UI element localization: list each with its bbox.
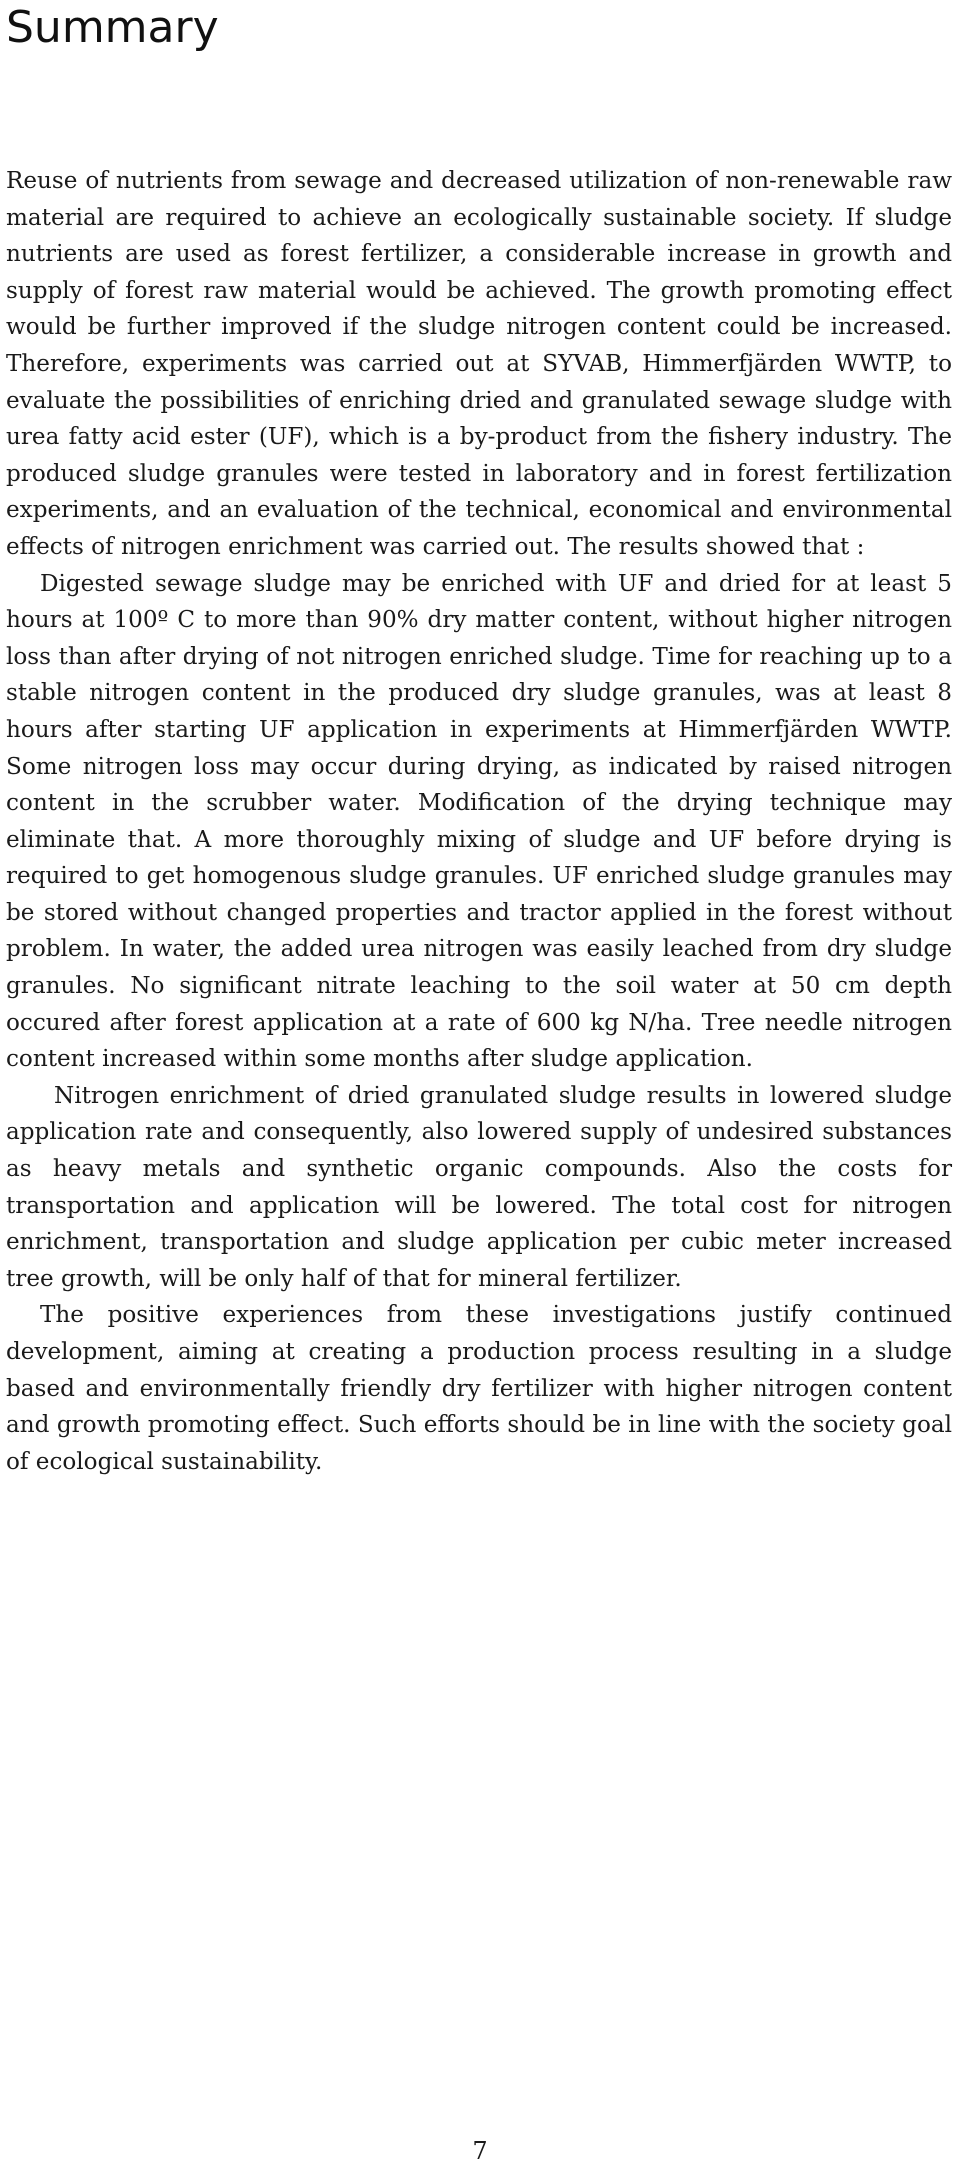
paragraph-conclusion: The positive experiences from these investigations justify continued development, aiming at creating a production process resulting in a sludge based and environmentally friendly dry fertilizer with higher nitrogen content and growth promoting effect. Such efforts should be in line with the society goal of ecological sustainability. (6, 1302, 952, 1475)
paragraph-nitrogen-enrichment: Nitrogen enrichment of dried granulated sludge results in lowered sludge application rate and consequently, also lowered supply of undesired substances as heavy metals and synthetic organic compounds. Also the costs for transportation and application will be lowered. The total cost for nitrogen enrichment, transportation and sludge application per cubic meter increased tree growth, will be only half of that for mineral fertilizer. (6, 1082, 952, 1292)
page-number: 7 (472, 2137, 488, 2165)
page-title: Summary (6, 2, 219, 53)
paragraph-results: Digested sewage sludge may be enriched with UF and dried for at least 5 hours at 100º C to more than 90% dry matter content, without higher nitrogen loss than after drying of not nitrogen enriched sludge. Time for reaching up to a stable nitrogen content in the produced dry sludge granules, was at least 8 hours after starting UF application in experiments at Himmerfjärden WWTP. Some nitrogen loss may occur during drying, as indicated by raised nitrogen content in the scrubber water. Modification of the drying technique may eliminate that. A more thoroughly mixing of sludge and UF before drying is required to get homogenous sludge granules. UF enriched sludge granules may be stored without changed properties and tractor applied in the forest without problem. In water, the added urea nitrogen was easily leached from dry sludge granules. No significant nitrate leaching to the soil water at 50 cm depth occured after forest application at a rate of 600 kg N/ha. Tree needle nitrogen content increased within some months after sludge application. (6, 570, 952, 1073)
paragraph-intro: Reuse of nutrients from sewage and decreased utilization of non-renewable raw material are required to achieve an ecologically sustainable society. If sludge nutrients are used as forest fertilizer, a considerable increase in growth and supply of forest raw material would be achieved. The growth promoting effect would be further improved if the sludge nitrogen content could be increased. Therefore, experiments was carried out at SYVAB, Himmerfjärden WWTP, to evaluate the possibilities of enriching dried and granulated sewage sludge with urea fatty acid ester (UF), which is a by-product from the fishery industry. The produced sludge granules were tested in laboratory and in forest fertilization experiments, and an evaluation of the technical, economical and environmental effects of nitrogen enrichment was carried out. The results showed that : (6, 168, 952, 560)
summary-body (6, 163, 952, 1480)
